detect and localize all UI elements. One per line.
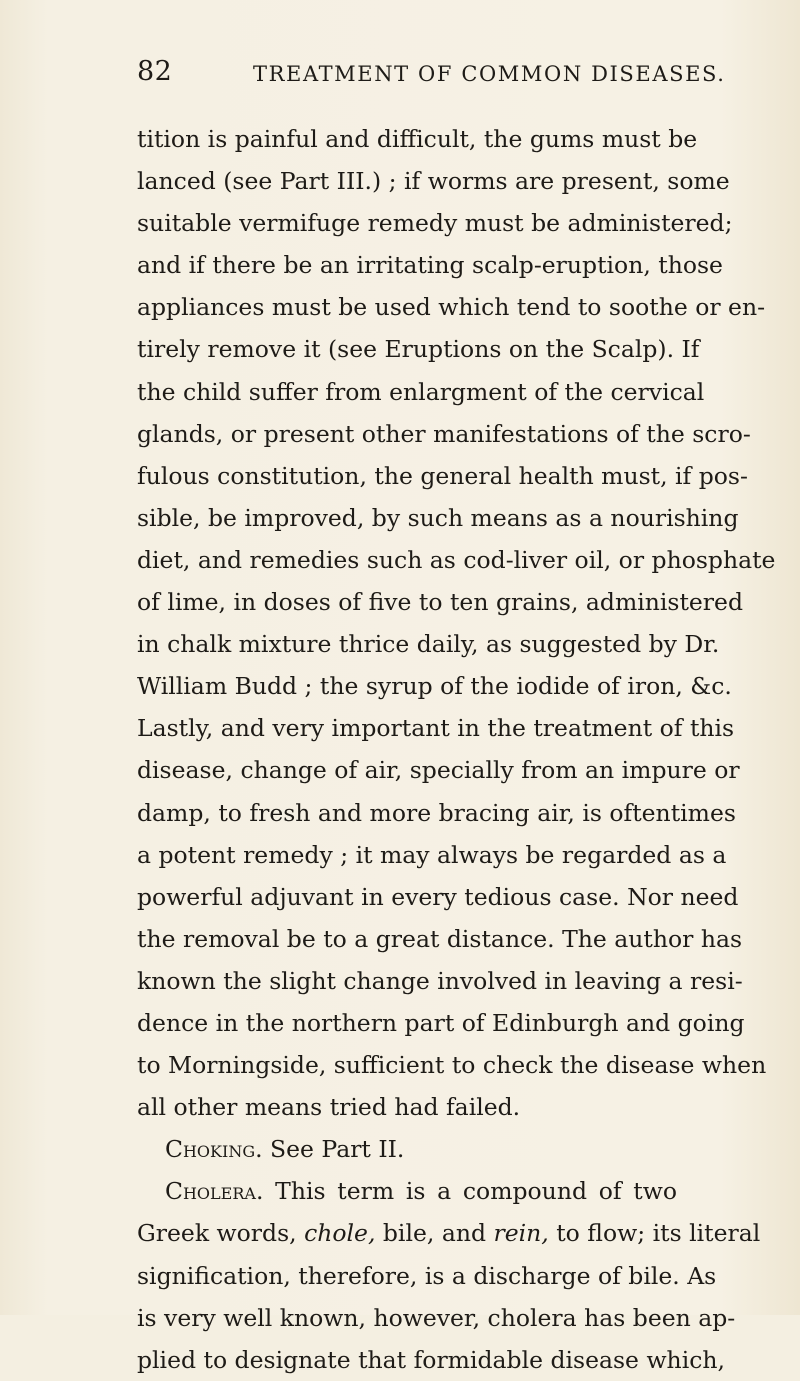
running-title: TREATMENT OF COMMON DISEASES. bbox=[253, 62, 726, 86]
text-line: is very well known, however, cholera has been ap- bbox=[137, 1303, 736, 1332]
text-line: lanced (see Part III.) ; if worms are present, some bbox=[137, 167, 730, 196]
text-line: signification, therefore, is a discharge of bile. As bbox=[137, 1261, 717, 1290]
entry-text-cholera: This term is a compound of two bbox=[263, 1177, 677, 1206]
greek-word-chole: chole, bbox=[304, 1219, 376, 1248]
greek-word-rein: rein, bbox=[493, 1219, 549, 1248]
text-line: fulous constitution, the general health must, if pos- bbox=[137, 461, 748, 490]
text-line: dence in the northern part of Edinburgh and going bbox=[137, 1008, 745, 1037]
text-line: Lastly, and very important in the treatment of this bbox=[137, 714, 735, 743]
text-line: William Budd ; the syrup of the iodide of iron, &c. bbox=[137, 672, 732, 701]
text-line: glands, or present other manifestations of the scro- bbox=[137, 419, 751, 448]
entry-choking bbox=[137, 1128, 677, 1170]
entry-cholera bbox=[137, 1170, 677, 1212]
text-line: a potent remedy ; it may always be regarded as a bbox=[137, 840, 727, 869]
text-line: diet, and remedies such as cod-liver oil, or phosphate bbox=[137, 545, 776, 574]
text-line: to Morningside, sufficient to check the disease when bbox=[137, 1051, 767, 1080]
text-line: damp, to fresh and more bracing air, is oftentimes bbox=[137, 798, 736, 827]
text-line: appliances must be used which tend to soothe or en- bbox=[137, 293, 766, 322]
text-line: the removal be to a great distance. The author has bbox=[137, 924, 743, 953]
text-line: of lime, in doses of five to ten grains, administered bbox=[137, 588, 743, 617]
body-text bbox=[137, 118, 776, 1381]
text-line: plied to designate that formidable disease which, bbox=[137, 1345, 725, 1374]
entry-heading-choking: Choking. bbox=[165, 1135, 263, 1164]
text-segment: to flow; its literal bbox=[548, 1219, 761, 1248]
text-line: tition is painful and difficult, the gums must be bbox=[137, 125, 698, 153]
text-line: sible, be improved, by such means as a nourishing bbox=[137, 503, 739, 532]
page-number: 82 bbox=[137, 56, 173, 87]
text-line: powerful adjuvant in every tedious case. Nor need bbox=[137, 882, 739, 911]
text-line: tirely remove it (see Eruptions on the Scalp). If bbox=[137, 335, 700, 364]
text-line bbox=[137, 1212, 761, 1254]
text-line: and if there be an irritating scalp-eruption, those bbox=[137, 251, 723, 280]
text-line: the child suffer from enlargment of the cervical bbox=[137, 377, 705, 406]
text-segment: bile, and bbox=[375, 1219, 494, 1248]
entry-text-choking: See Part II. bbox=[262, 1135, 405, 1164]
text-line: all other means tried had failed. bbox=[137, 1093, 521, 1122]
text-line: known the slight change involved in leaving a resi- bbox=[137, 966, 743, 995]
entry-heading-cholera: Cholera. bbox=[165, 1177, 264, 1206]
text-segment: Greek words, bbox=[137, 1219, 305, 1248]
text-line: disease, change of air, specially from an impure or bbox=[137, 756, 740, 785]
text-line: in chalk mixture thrice daily, as suggested by Dr. bbox=[137, 630, 720, 659]
text-line: suitable vermifuge remedy must be administered; bbox=[137, 209, 733, 238]
page-header bbox=[137, 56, 726, 96]
